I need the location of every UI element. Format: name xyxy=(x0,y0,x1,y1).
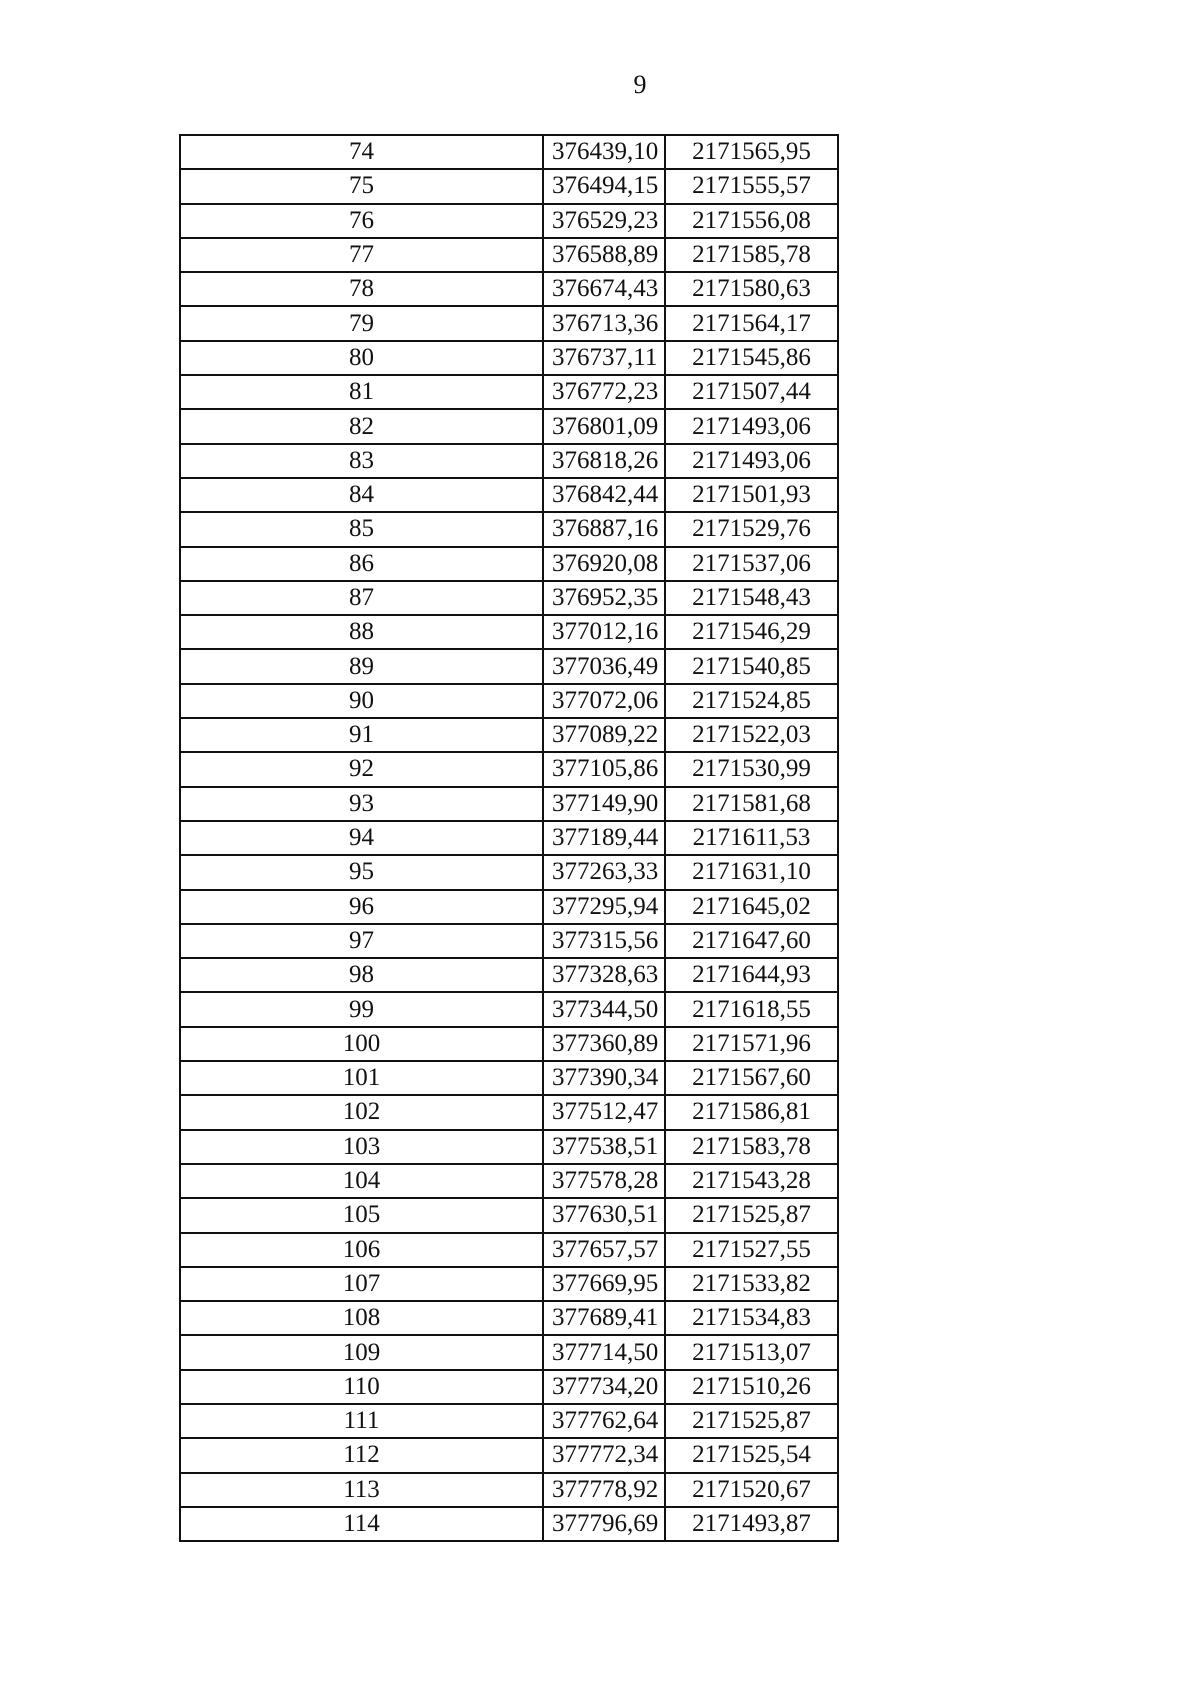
point-number-cell: 91 xyxy=(180,718,543,752)
table-row xyxy=(180,1233,838,1267)
table-row xyxy=(180,512,838,546)
x-coordinate-cell: 377512,47 xyxy=(543,1095,665,1129)
y-coordinate-cell: 2171524,85 xyxy=(665,684,838,718)
x-coordinate-cell: 377772,34 xyxy=(543,1438,665,1472)
table-row xyxy=(180,1438,838,1472)
table-row xyxy=(180,1027,838,1061)
point-number-cell: 98 xyxy=(180,958,543,992)
x-coordinate-cell: 376801,09 xyxy=(543,409,665,443)
y-coordinate-cell: 2171493,87 xyxy=(665,1507,838,1541)
x-coordinate-cell: 376588,89 xyxy=(543,238,665,272)
y-coordinate-cell: 2171556,08 xyxy=(665,204,838,238)
point-number-cell: 87 xyxy=(180,581,543,615)
table-row xyxy=(180,135,838,169)
table-row xyxy=(180,547,838,581)
page-number: 9 xyxy=(633,70,647,99)
x-coordinate-cell: 377295,94 xyxy=(543,890,665,924)
y-coordinate-cell: 2171534,83 xyxy=(665,1301,838,1335)
y-coordinate-cell: 2171564,17 xyxy=(665,306,838,340)
x-coordinate-cell: 376887,16 xyxy=(543,512,665,546)
table-row xyxy=(180,306,838,340)
x-coordinate-cell: 376842,44 xyxy=(543,478,665,512)
table-row xyxy=(180,1370,838,1404)
x-coordinate-cell: 377036,49 xyxy=(543,649,665,683)
y-coordinate-cell: 2171501,93 xyxy=(665,478,838,512)
point-number-cell: 79 xyxy=(180,306,543,340)
point-number-cell: 105 xyxy=(180,1198,543,1232)
x-coordinate-cell: 377669,95 xyxy=(543,1267,665,1301)
table-row xyxy=(180,1164,838,1198)
table-row xyxy=(180,478,838,512)
point-number-cell: 95 xyxy=(180,855,543,889)
y-coordinate-cell: 2171555,57 xyxy=(665,169,838,203)
y-coordinate-cell: 2171611,53 xyxy=(665,821,838,855)
x-coordinate-cell: 377630,51 xyxy=(543,1198,665,1232)
x-coordinate-cell: 377538,51 xyxy=(543,1130,665,1164)
point-number-cell: 113 xyxy=(180,1473,543,1507)
x-coordinate-cell: 377189,44 xyxy=(543,821,665,855)
x-coordinate-cell: 377089,22 xyxy=(543,718,665,752)
x-coordinate-cell: 376439,10 xyxy=(543,135,665,169)
x-coordinate-cell: 377105,86 xyxy=(543,752,665,786)
y-coordinate-cell: 2171548,43 xyxy=(665,581,838,615)
point-number-cell: 100 xyxy=(180,1027,543,1061)
x-coordinate-cell: 377149,90 xyxy=(543,787,665,821)
y-coordinate-cell: 2171567,60 xyxy=(665,1061,838,1095)
table-row xyxy=(180,444,838,478)
table-row xyxy=(180,684,838,718)
y-coordinate-cell: 2171543,28 xyxy=(665,1164,838,1198)
point-number-cell: 102 xyxy=(180,1095,543,1129)
y-coordinate-cell: 2171510,26 xyxy=(665,1370,838,1404)
table-row xyxy=(180,1473,838,1507)
y-coordinate-cell: 2171525,54 xyxy=(665,1438,838,1472)
y-coordinate-cell: 2171631,10 xyxy=(665,855,838,889)
table-row xyxy=(180,272,838,306)
table-row xyxy=(180,924,838,958)
x-coordinate-cell: 377328,63 xyxy=(543,958,665,992)
table-row xyxy=(180,718,838,752)
point-number-cell: 103 xyxy=(180,1130,543,1164)
point-number-cell: 90 xyxy=(180,684,543,718)
y-coordinate-cell: 2171618,55 xyxy=(665,992,838,1026)
y-coordinate-cell: 2171507,44 xyxy=(665,375,838,409)
y-coordinate-cell: 2171585,78 xyxy=(665,238,838,272)
table-row xyxy=(180,1507,838,1541)
point-number-cell: 97 xyxy=(180,924,543,958)
y-coordinate-cell: 2171529,76 xyxy=(665,512,838,546)
point-number-cell: 99 xyxy=(180,992,543,1026)
point-number-cell: 85 xyxy=(180,512,543,546)
y-coordinate-cell: 2171583,78 xyxy=(665,1130,838,1164)
table-row xyxy=(180,958,838,992)
table-row xyxy=(180,890,838,924)
x-coordinate-cell: 377796,69 xyxy=(543,1507,665,1541)
table-row xyxy=(180,1335,838,1369)
x-coordinate-cell: 377360,89 xyxy=(543,1027,665,1061)
point-number-cell: 84 xyxy=(180,478,543,512)
y-coordinate-cell: 2171533,82 xyxy=(665,1267,838,1301)
table-row xyxy=(180,1061,838,1095)
y-coordinate-cell: 2171644,93 xyxy=(665,958,838,992)
table-row xyxy=(180,615,838,649)
y-coordinate-cell: 2171647,60 xyxy=(665,924,838,958)
point-number-cell: 104 xyxy=(180,1164,543,1198)
x-coordinate-cell: 376737,11 xyxy=(543,341,665,375)
x-coordinate-cell: 376713,36 xyxy=(543,306,665,340)
y-coordinate-cell: 2171537,06 xyxy=(665,547,838,581)
y-coordinate-cell: 2171571,96 xyxy=(665,1027,838,1061)
x-coordinate-cell: 376494,15 xyxy=(543,169,665,203)
y-coordinate-cell: 2171645,02 xyxy=(665,890,838,924)
table-row xyxy=(180,787,838,821)
y-coordinate-cell: 2171493,06 xyxy=(665,444,838,478)
coordinates-table-body xyxy=(180,135,838,1541)
table-row xyxy=(180,204,838,238)
table-row xyxy=(180,1130,838,1164)
table-row xyxy=(180,1301,838,1335)
point-number-cell: 111 xyxy=(180,1404,543,1438)
table-row xyxy=(180,821,838,855)
x-coordinate-cell: 377578,28 xyxy=(543,1164,665,1198)
y-coordinate-cell: 2171525,87 xyxy=(665,1404,838,1438)
point-number-cell: 74 xyxy=(180,135,543,169)
x-coordinate-cell: 377315,56 xyxy=(543,924,665,958)
x-coordinate-cell: 377263,33 xyxy=(543,855,665,889)
point-number-cell: 96 xyxy=(180,890,543,924)
point-number-cell: 81 xyxy=(180,375,543,409)
x-coordinate-cell: 377778,92 xyxy=(543,1473,665,1507)
y-coordinate-cell: 2171530,99 xyxy=(665,752,838,786)
y-coordinate-cell: 2171522,03 xyxy=(665,718,838,752)
y-coordinate-cell: 2171546,29 xyxy=(665,615,838,649)
point-number-cell: 83 xyxy=(180,444,543,478)
point-number-cell: 106 xyxy=(180,1233,543,1267)
table-row xyxy=(180,992,838,1026)
table-row xyxy=(180,1198,838,1232)
point-number-cell: 94 xyxy=(180,821,543,855)
coordinates-table xyxy=(179,134,839,1542)
table-row xyxy=(180,1095,838,1129)
table-row xyxy=(180,1267,838,1301)
point-number-cell: 112 xyxy=(180,1438,543,1472)
x-coordinate-cell: 377734,20 xyxy=(543,1370,665,1404)
table-row xyxy=(180,581,838,615)
point-number-cell: 76 xyxy=(180,204,543,238)
x-coordinate-cell: 377012,16 xyxy=(543,615,665,649)
table-row xyxy=(180,341,838,375)
table-row xyxy=(180,855,838,889)
x-coordinate-cell: 377344,50 xyxy=(543,992,665,1026)
point-number-cell: 80 xyxy=(180,341,543,375)
y-coordinate-cell: 2171581,68 xyxy=(665,787,838,821)
table-row xyxy=(180,409,838,443)
point-number-cell: 114 xyxy=(180,1507,543,1541)
point-number-cell: 75 xyxy=(180,169,543,203)
y-coordinate-cell: 2171540,85 xyxy=(665,649,838,683)
x-coordinate-cell: 377657,57 xyxy=(543,1233,665,1267)
table-row xyxy=(180,649,838,683)
point-number-cell: 92 xyxy=(180,752,543,786)
point-number-cell: 82 xyxy=(180,409,543,443)
x-coordinate-cell: 376772,23 xyxy=(543,375,665,409)
point-number-cell: 108 xyxy=(180,1301,543,1335)
table-row xyxy=(180,238,838,272)
point-number-cell: 89 xyxy=(180,649,543,683)
point-number-cell: 86 xyxy=(180,547,543,581)
table-row xyxy=(180,375,838,409)
y-coordinate-cell: 2171565,95 xyxy=(665,135,838,169)
y-coordinate-cell: 2171545,86 xyxy=(665,341,838,375)
y-coordinate-cell: 2171580,63 xyxy=(665,272,838,306)
table-row xyxy=(180,752,838,786)
table-row xyxy=(180,169,838,203)
point-number-cell: 78 xyxy=(180,272,543,306)
table-row xyxy=(180,1404,838,1438)
x-coordinate-cell: 377072,06 xyxy=(543,684,665,718)
point-number-cell: 88 xyxy=(180,615,543,649)
x-coordinate-cell: 376920,08 xyxy=(543,547,665,581)
point-number-cell: 77 xyxy=(180,238,543,272)
point-number-cell: 109 xyxy=(180,1335,543,1369)
y-coordinate-cell: 2171520,67 xyxy=(665,1473,838,1507)
y-coordinate-cell: 2171513,07 xyxy=(665,1335,838,1369)
point-number-cell: 107 xyxy=(180,1267,543,1301)
x-coordinate-cell: 376674,43 xyxy=(543,272,665,306)
x-coordinate-cell: 377390,34 xyxy=(543,1061,665,1095)
x-coordinate-cell: 377714,50 xyxy=(543,1335,665,1369)
x-coordinate-cell: 377689,41 xyxy=(543,1301,665,1335)
point-number-cell: 101 xyxy=(180,1061,543,1095)
y-coordinate-cell: 2171493,06 xyxy=(665,409,838,443)
y-coordinate-cell: 2171527,55 xyxy=(665,1233,838,1267)
x-coordinate-cell: 377762,64 xyxy=(543,1404,665,1438)
x-coordinate-cell: 376818,26 xyxy=(543,444,665,478)
x-coordinate-cell: 376952,35 xyxy=(543,581,665,615)
y-coordinate-cell: 2171525,87 xyxy=(665,1198,838,1232)
y-coordinate-cell: 2171586,81 xyxy=(665,1095,838,1129)
point-number-cell: 110 xyxy=(180,1370,543,1404)
x-coordinate-cell: 376529,23 xyxy=(543,204,665,238)
point-number-cell: 93 xyxy=(180,787,543,821)
